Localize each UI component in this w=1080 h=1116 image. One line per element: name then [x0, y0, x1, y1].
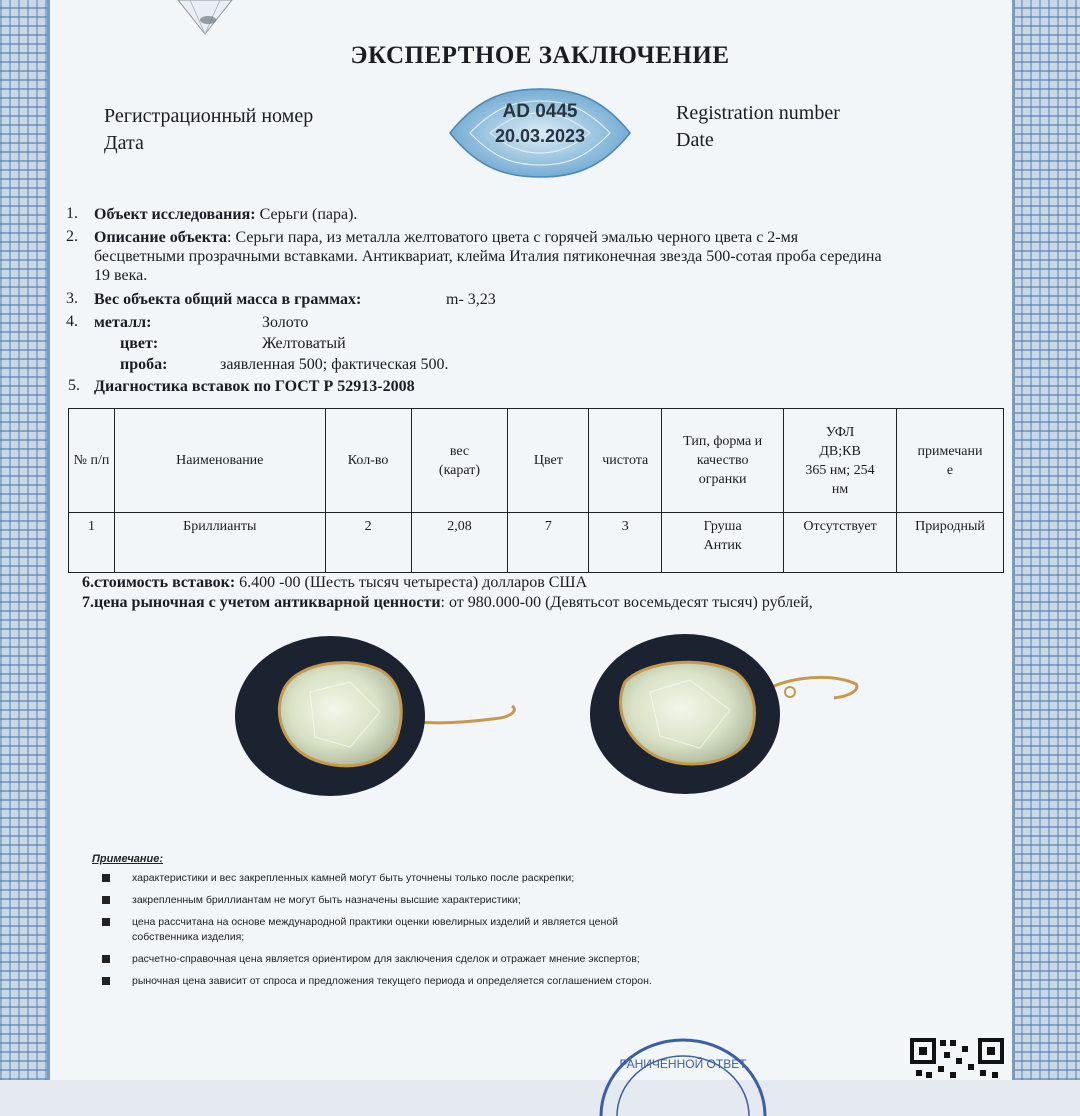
- note-line-continued: собственника изделия;: [132, 931, 245, 943]
- registration-labels-en: [676, 100, 840, 154]
- metal-label: металл:: [94, 314, 152, 331]
- header-color: Цвет: [508, 409, 589, 513]
- header-clarity: чистота: [589, 409, 662, 513]
- assay-value: заявленная 500; фактическая 500.: [220, 356, 449, 373]
- table-row: [69, 513, 1004, 573]
- item-2: [94, 228, 1014, 285]
- qr-code-icon: [910, 1036, 1004, 1080]
- table-header-row: [69, 409, 1004, 513]
- left-earring: [235, 636, 514, 796]
- item-4-number: 4.: [66, 313, 78, 330]
- item-3-number: 3.: [66, 290, 78, 307]
- item-1-number: 1.: [66, 205, 78, 222]
- notes-title: Примечание:: [92, 853, 164, 865]
- item-2-value-line2: бесцветными прозрачными вставками. Антиквариат, клейма Италия пятиконечная звезда 500-сотая проба середина: [94, 248, 882, 265]
- item-1-label: Объект исследования:: [94, 206, 256, 223]
- square-bullet-icon: [102, 977, 110, 985]
- row-clarity: 3: [589, 513, 662, 573]
- row-weight: 2,08: [411, 513, 508, 573]
- row-name: Бриллианты: [114, 513, 325, 573]
- note-line: цена рассчитана на основе международной практики оценки ювелирных изделий и является ценой: [92, 915, 772, 930]
- header-ufl: УФЛ ДВ;КВ 365 нм; 254 нм: [784, 409, 897, 513]
- item-3-label: Вес объекта общий масса в граммах:: [94, 291, 362, 308]
- insert-cost: [82, 573, 587, 592]
- row-num: 1: [69, 513, 115, 573]
- assay-label: проба:: [120, 356, 168, 373]
- header-weight: вес (карат): [411, 409, 508, 513]
- registration-number-value: AD 0445: [502, 101, 578, 122]
- item-2-value-line3: 19 века.: [94, 267, 148, 284]
- item-2-value-line1: : Серьги пара, из металла желтоватого цвета с горячей эмалью черного цвета с 2-мя: [227, 229, 799, 246]
- registration-date-value: 20.03.2023: [494, 126, 586, 146]
- square-bullet-icon: [102, 874, 110, 882]
- inserts-table: [68, 408, 1004, 573]
- header-num: № п/п: [69, 409, 115, 513]
- market-price: [82, 593, 813, 612]
- note-line: рыночная цена зависит от спроса и предложения текущего периода и определяется соглашением сторон.: [92, 974, 772, 989]
- item-5-label: Диагностика вставок по ГОСТ Р 52913-2008: [94, 378, 415, 395]
- header-note: примечани е: [897, 409, 1004, 513]
- row-cut: Груша Антик: [662, 513, 784, 573]
- color-value: Желтоватый: [262, 335, 346, 352]
- earrings-photo: [230, 632, 870, 802]
- company-seal: [598, 1036, 768, 1116]
- item-2-number: 2.: [66, 228, 78, 245]
- registration-labels-ru: [104, 103, 313, 157]
- square-bullet-icon: [102, 918, 110, 926]
- row-note: Природный: [897, 513, 1004, 573]
- guilloche-border-left: [0, 0, 50, 1080]
- note-line: закрепленным бриллиантам не могут быть назначены высшие характеристики;: [92, 893, 772, 908]
- date-label-en: Date: [676, 129, 714, 151]
- diamond-logo-icon: [170, 0, 240, 36]
- market-price-value: : от 980.000-00 (Девятьсот восемьдесят тысяч) рублей,: [440, 594, 813, 611]
- date-label-ru: Дата: [104, 132, 144, 154]
- document-title: ЭКСПЕРТНОЕ ЗАКЛЮЧЕНИЕ: [350, 42, 730, 69]
- item-5-number: 5.: [68, 377, 80, 394]
- header-cut: Тип, форма и качество огранки: [662, 409, 784, 513]
- guilloche-border-right: [1012, 0, 1080, 1080]
- registration-number-label-en: Registration number: [676, 102, 840, 124]
- row-qty: 2: [325, 513, 411, 573]
- item-1: [94, 205, 357, 224]
- note-line: расчетно-справочная цена является ориентиром для заключения сделок и отражает мнение экспертов;: [92, 952, 772, 967]
- item-3-value: m- 3,23: [446, 291, 496, 308]
- item-2-label: Описание объекта: [94, 229, 228, 246]
- registration-number-label-ru: Регистрационный номер: [104, 105, 314, 127]
- item-1-value: Серьги (пара).: [255, 206, 358, 223]
- header-qty: Кол-во: [325, 409, 411, 513]
- row-color: 7: [508, 513, 589, 573]
- insert-cost-value: 6.400 -00 (Шесть тысяч четыреста) долларов США: [235, 574, 588, 591]
- note-line: характеристики и вес закрепленных камней могут быть уточнены только после раскрепки;: [92, 871, 772, 886]
- notes-section: [92, 853, 772, 996]
- header-name: Наименование: [114, 409, 325, 513]
- insert-cost-label: 6.стоимость вставок:: [82, 574, 236, 591]
- seal-text: РАНИЧЕННОЙ ОТВЕТ: [619, 1057, 747, 1071]
- color-label: цвет:: [120, 335, 159, 352]
- square-bullet-icon: [102, 955, 110, 963]
- right-earring: [590, 634, 857, 794]
- metal-value: Золото: [262, 314, 309, 331]
- row-ufl: Отсутствует: [784, 513, 897, 573]
- market-price-label: 7.цена рыночная с учетом антикварной ценности: [82, 594, 441, 611]
- square-bullet-icon: [102, 896, 110, 904]
